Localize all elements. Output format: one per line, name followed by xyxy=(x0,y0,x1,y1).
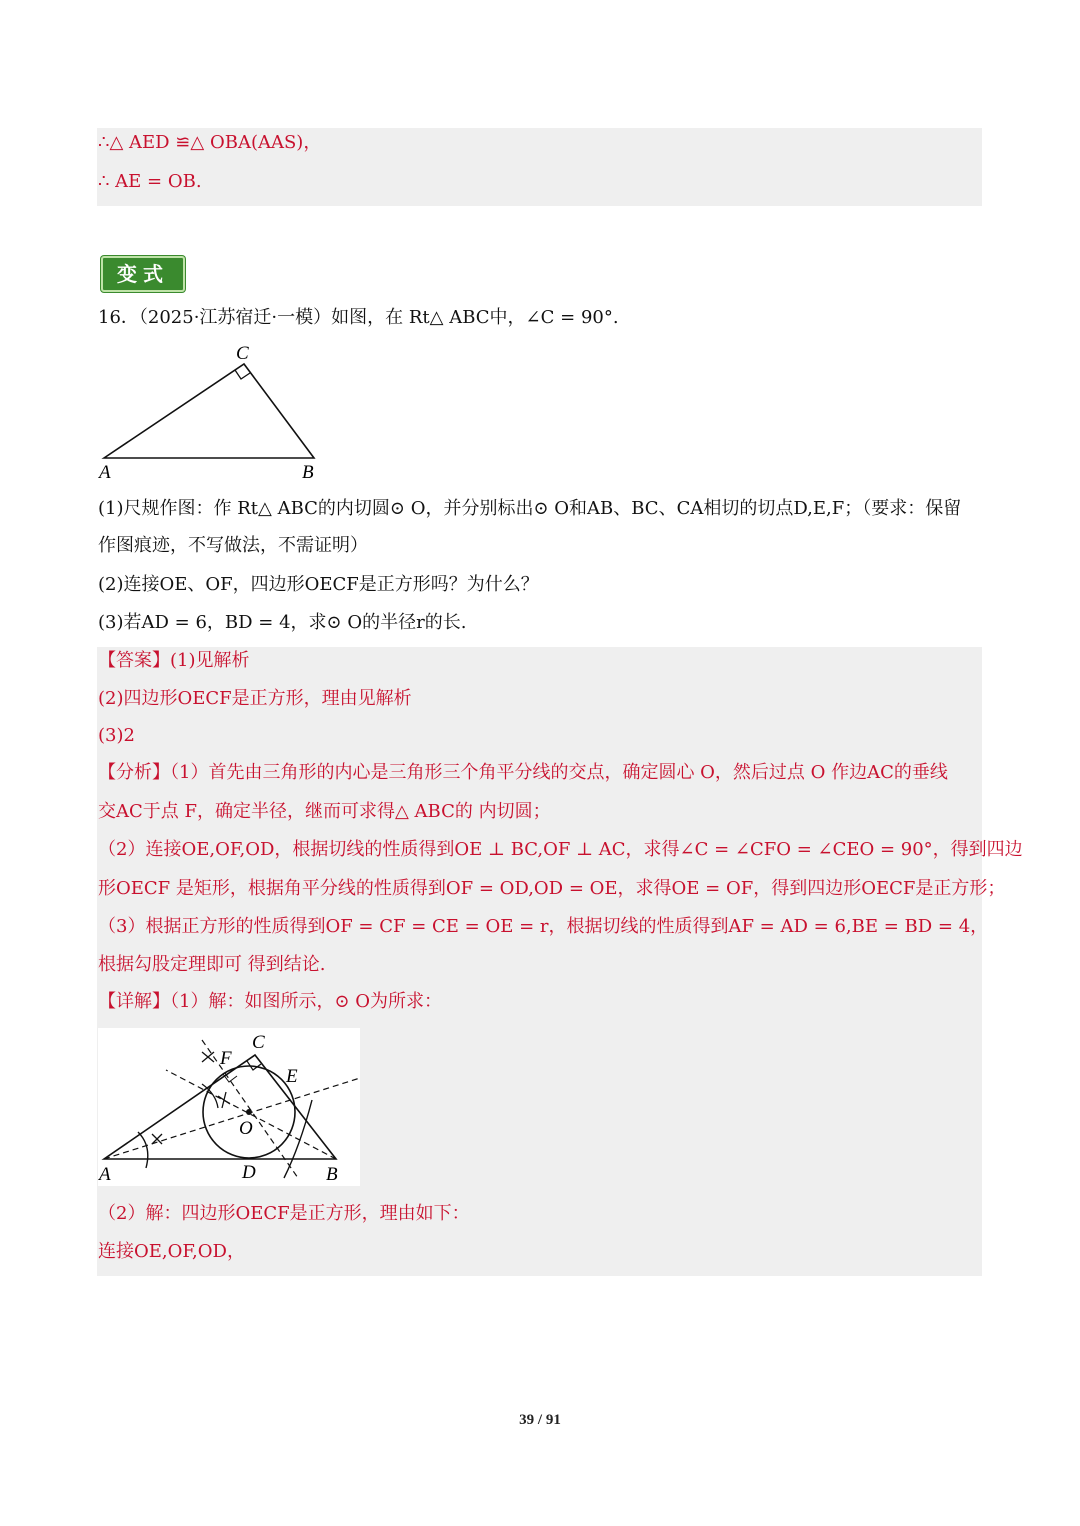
question-1: (1)尺规作图：作 Rt△ ABC的内切圆⊙ O，并分别标出⊙ O和AB、BC、CA相切的切点D,E,F；（要求：保留 xyxy=(98,498,962,519)
label-b: B xyxy=(302,462,314,483)
solution-line: ∴ AE = OB. xyxy=(98,171,202,192)
label-a: A xyxy=(99,462,111,483)
answer-line: 【答案】(1)见解析 xyxy=(98,650,250,671)
solution-line: ∴△ AED ≌△ OBA(AAS)， xyxy=(98,132,322,153)
label-b: B xyxy=(326,1164,338,1185)
incircle-figure xyxy=(98,1028,360,1186)
detail-line: （2）解：四边形OECF是正方形，理由如下： xyxy=(98,1203,470,1224)
analysis-line: （3）根据正方形的性质得到OF = CF = CE = OE = r，根据切线的性质得到AF = AD = 6,BE = BD = 4， xyxy=(98,916,989,937)
analysis-line: 形OECF 是矩形，根据角平分线的性质得到OF = OD,OD = OE，求得OE = OF，得到四边形OECF是正方形； xyxy=(98,878,1006,899)
answer-line: (3)2 xyxy=(98,725,135,746)
label-e: E xyxy=(286,1066,298,1087)
detail-line: 【详解】（1）解：如图所示，⊙ O为所求： xyxy=(98,991,443,1012)
bisector-b xyxy=(166,1070,336,1159)
answer-line: (2)四边形OECF是正方形，理由见解析 xyxy=(98,688,412,709)
right-angle-mark xyxy=(235,370,250,379)
construction-arc xyxy=(138,1132,148,1168)
label-o: O xyxy=(239,1118,253,1139)
analysis-line: 【分析】（1）首先由三角形的内心是三角形三个角平分线的交点，确定圆心 O，然后过点 O 作边AC的垂线 xyxy=(98,762,948,783)
question-2: (2)连接OE、OF，四边形OECF是正方形吗？为什么？ xyxy=(98,574,539,595)
analysis-line: 根据勾股定理即可 得到结论. xyxy=(98,954,326,975)
analysis-line: 交AC于点 F，确定半径，继而可求得△ ABC的 内切圆； xyxy=(98,801,551,822)
label-c: C xyxy=(236,343,249,364)
label-a: A xyxy=(99,1164,111,1185)
page-number: 39 / 91 xyxy=(519,1412,561,1428)
triangle-abc xyxy=(104,364,314,458)
section-badge: 变式 xyxy=(101,256,185,292)
label-d: D xyxy=(242,1162,256,1183)
triangle-figure xyxy=(96,340,326,485)
label-c: C xyxy=(252,1032,265,1053)
detail-line: 连接OE,OF,OD， xyxy=(98,1241,245,1262)
analysis-line: （2）连接OE,OF,OD，根据切线的性质得到OE ⊥ BC,OF ⊥ AC，求得∠C = ∠CFO = ∠CEO = 90°，得到四边 xyxy=(98,839,1023,860)
question-3: (3)若AD = 6，BD = 4，求⊙ O的半径r的长. xyxy=(98,612,467,633)
question-1-cont: 作图痕迹，不写做法，不需证明） xyxy=(98,535,368,556)
label-f: F xyxy=(220,1048,232,1069)
triangle-abc xyxy=(104,1055,336,1159)
problem-header: 16．（2025·江苏宿迁·一模）如图，在 Rt△ ABC中，∠C = 90°. xyxy=(98,307,619,328)
bisector-a xyxy=(104,1078,360,1159)
